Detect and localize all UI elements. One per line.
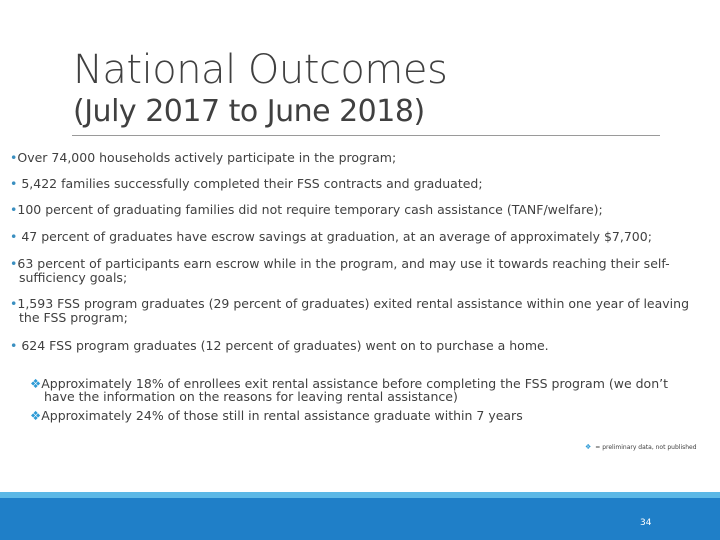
diamond-bullet-icon: ❖ <box>585 443 592 451</box>
page-number: 34 <box>640 518 652 528</box>
bullet-dot-icon: • <box>10 202 18 217</box>
slide-title: National Outcomes <box>73 47 448 93</box>
diamond-bullet-icon: ❖ <box>30 408 42 423</box>
bullet-item <box>10 177 710 191</box>
sub-bullet-text: Approximately 24% of those still in rental assistance graduate within 7 years <box>41 408 523 423</box>
bullet-dot-icon: • <box>10 256 18 271</box>
bullet-text: 5,422 families successfully completed their FSS contracts and graduated; <box>17 176 483 191</box>
bullet-item <box>10 297 710 325</box>
footnote-text: = preliminary data, not published <box>595 444 697 451</box>
sub-bullet-item <box>30 409 698 422</box>
title-divider <box>72 135 660 136</box>
bullet-text: 1,593 FSS program graduates (29 percent of graduates) exited rental assistance within one year of leaving the FSS program; <box>17 296 690 325</box>
bullet-dot-icon: • <box>10 296 18 311</box>
diamond-bullet-icon: ❖ <box>30 376 42 391</box>
bullet-item <box>10 203 710 217</box>
bullet-text: 100 percent of graduating families did not require temporary cash assistance (TANF/welfare); <box>17 202 603 217</box>
bullet-text: Over 74,000 households actively participate in the program; <box>17 150 397 165</box>
sub-bullet-text: Approximately 18% of enrollees exit rental assistance before completing the FSS program (we don’t have the information on the reasons for leaving rental assistance) <box>41 376 668 404</box>
bullet-dot-icon: • <box>10 229 18 244</box>
footnote <box>585 443 697 451</box>
slide-subtitle: (July 2017 to June 2018) <box>73 94 425 129</box>
sub-bullet-item <box>30 377 698 403</box>
bullet-item <box>10 257 710 285</box>
bullet-dot-icon: • <box>10 150 18 165</box>
bullet-item <box>10 339 710 353</box>
bullet-text: 624 FSS program graduates (12 percent of graduates) went on to purchase a home. <box>17 338 549 353</box>
bullet-item <box>10 151 710 165</box>
bullet-text: 47 percent of graduates have escrow savings at graduation, at an average of approximately $7,700; <box>17 229 652 244</box>
bullet-item <box>10 230 710 244</box>
bullet-text: 63 percent of participants earn escrow while in the program, and may use it towards reaching their self-sufficiency goals; <box>17 256 670 285</box>
bullet-dot-icon: • <box>10 338 18 353</box>
footer-bar <box>0 498 720 540</box>
bullet-dot-icon: • <box>10 176 18 191</box>
